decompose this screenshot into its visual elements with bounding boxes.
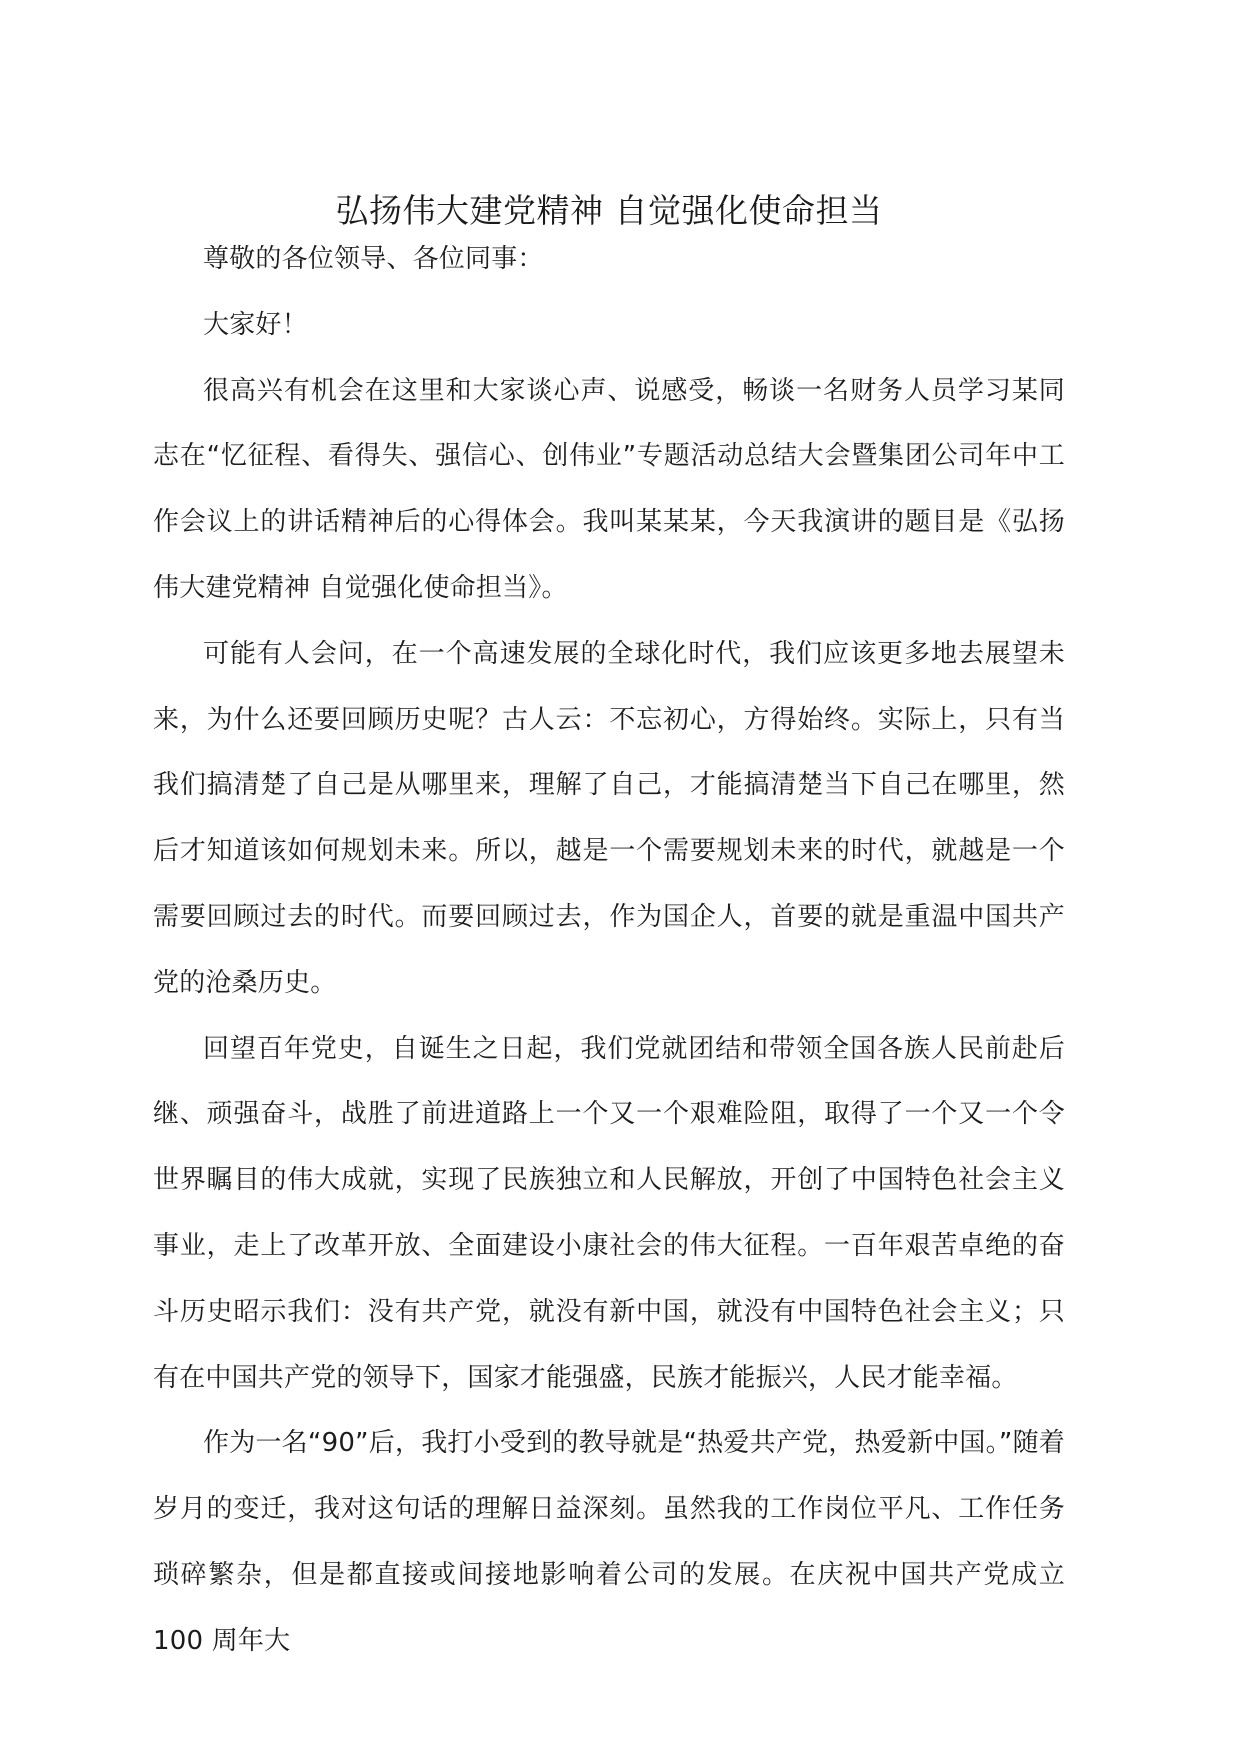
salutation: 尊敬的各位领导、各位同事： bbox=[203, 244, 544, 274]
paragraph-2: 可能有人会问，在一个高速发展的全球化时代，我们应该更多地去展望未来，为什么还要回顾历史呢？古人云：不忘初心，方得始终。实际上，只有当我们搞清楚了自己是从哪里来，理解了自己，才能搞清楚当下自己在哪里，然后才知道该如何规划未来。所以，越是一个需要规划未来的时代，就越是一个需要回顾过去的时代。而要回顾过去，作为国企人，首要的就是重温中国共产党的沧桑历史。 bbox=[153, 638, 1065, 998]
paragraph-4: 作为一名“90”后，我打小受到的教导就是“热爱共产党，热爱新中国。”随着岁月的变迁，我对这句话的理解日益深刻。虽然我的工作岗位平凡、工作任务琐碎繁杂，但是都直接或间接地影响着公司的发展。在庆祝中国共产党成立 100 周年大 bbox=[153, 1428, 1065, 1656]
document-body bbox=[153, 227, 1065, 1675]
paragraph-1: 很高兴有机会在这里和大家谈心声、说感受，畅谈一名财务人员学习某同志在“忆征程、看得失、强信心、创伟业”专题活动总结大会暨集团公司年中工作会议上的讲话精神后的心得体会。我叫某某某，今天我演讲的题目是《弘扬伟大建党精神 自觉强化使命担当》。 bbox=[153, 375, 1065, 603]
document-title: 弘扬伟大建党精神 自觉强化使命担当 bbox=[335, 191, 883, 230]
greeting: 大家好！ bbox=[203, 309, 308, 340]
paragraph-3: 回望百年党史，自诞生之日起，我们党就团结和带领全国各族人民前赴后继、顽强奋斗，战胜了前进道路上一个又一个艰难险阻，取得了一个又一个令世界瞩目的伟大成就，实现了民族独立和人民解放，开创了中国特色社会主义事业，走上了改革开放、全面建设小康社会的伟大征程。一百年艰苦卓绝的奋斗历史昭示我们：没有共产党，就没有新中国，就没有中国特色社会主义；只有在中国共产党的领导下，国家才能强盛，民族才能振兴，人民才能幸福。 bbox=[153, 1033, 1065, 1393]
